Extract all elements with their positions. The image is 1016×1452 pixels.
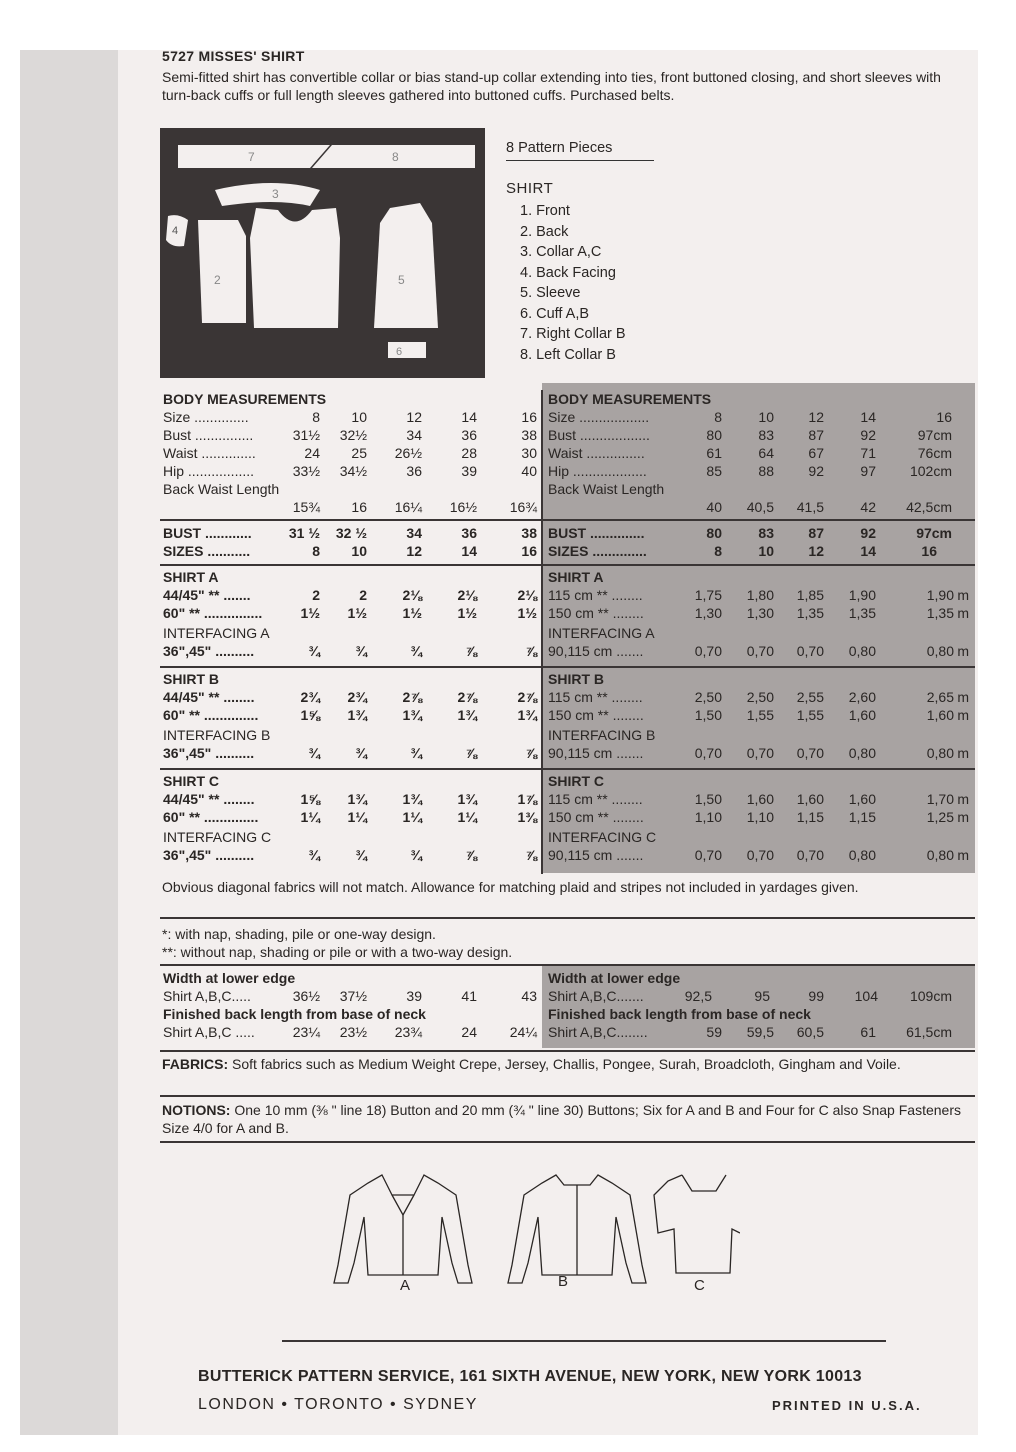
table-cell: 2⅞ — [402, 689, 422, 705]
table-cell: 1,50 — [694, 791, 722, 807]
table-cell: 61,5cm — [906, 1024, 952, 1040]
table-cell: ⅞ — [525, 643, 537, 659]
imperial-width-block: Width at lower edge Shirt A,B,C..... 36½ 37½ 39 41 43 Finished back length from base of neck Shirt A,B,C ..... 23¼ 23½ 23¾ 24 24¼ — [163, 970, 537, 1040]
table-cell: ⅞ — [465, 847, 477, 863]
pattern-pieces-group: SHIRT — [506, 180, 554, 197]
pattern-pieces-title: 8 Pattern Pieces — [506, 140, 654, 161]
table-cell: 1,35 — [926, 605, 954, 621]
table-cell: 16 — [936, 409, 952, 425]
no-nap-note: **: without nap, shading or pile or with a two-way design. — [162, 944, 513, 960]
table-cell: ¾ — [355, 847, 367, 863]
table-cell: 1,30 — [746, 605, 774, 621]
table-cell: 1,60 — [848, 791, 876, 807]
fabrics-note: FABRICS: Soft fabrics such as Medium Weight Crepe, Jersey, Challis, Pongee, Surah, Broadcloth, Gingham and Voile. — [162, 1056, 901, 1072]
table-cell: ⅞ — [465, 643, 477, 659]
shirt-views-illustration — [320, 1155, 740, 1295]
table-cell: 16 — [521, 543, 537, 559]
divider — [542, 666, 975, 668]
table-cell: 104 — [854, 988, 878, 1004]
table-cell: 87 — [808, 427, 824, 443]
table-cell: ¾ — [308, 745, 320, 761]
table-cell: 10 — [758, 409, 774, 425]
piece-5-label: 5 — [398, 273, 405, 287]
divider — [160, 519, 542, 521]
table-cell: 1⅞ — [517, 791, 537, 807]
table-cell: ¾ — [355, 745, 367, 761]
table-cell: 16¾ — [509, 499, 537, 515]
table-cell: 1¼ — [402, 809, 422, 825]
table-cell: m — [957, 745, 969, 761]
divider — [542, 768, 975, 770]
imperial-table: BODY MEASUREMENTS Size .............. 8 10 12 14 16 Bust ............... 31½ 32½ 34 36 38 Waist .............. 24 25 26½ 28 30 Hip ................. 33½ 34½ 36 39 40 Back Waist Length 15¾ 16 16¼ 16½ 16¾ BUST ............ 31 ½ 32 ½ 34 36 38 SIZES ........... 8 10 12 14 16 SHIRT A 44/45" ** ....... 2 2 2⅛ 2⅛ 2⅛ 60" ** ............... 1½ 1½ 1½ 1½ 1½ INTERFACING A 36",45" .......... ¾ ¾ ¾ ⅞ ⅞ SHIRT B 44/45" ** ........ 2¾ 2¾ 2⅞ 2⅞ 2⅞ 60" ** .............. 1⅝ 1¾ 1¾ 1¾ 1¾ INTERFACING B 36",45" .......... ¾ ¾ ¾ ⅞ ⅞ SHIRT C 44/45" ** ........ 1⅝ 1¾ 1¾ 1¾ 1⅞ 60" ** .............. 1¼ 1¼ 1¼ 1¼ 1⅜ INTERFACING C 36",45" .......... ¾ ¾ ¾ ⅞ ⅞ — [160, 390, 542, 1050]
view-sketches — [320, 1155, 740, 1295]
table-cell: 92 — [860, 427, 876, 443]
table-cell: 10 — [758, 543, 774, 559]
table-cell: 0,70 — [694, 745, 722, 761]
pattern-description: Semi-fitted shirt has convertible collar or bias stand-up collar extending into ties, front buttoned closing, and short sleeves with turn-back cuffs or full length sleeves gathered into buttoned cuffs. Purchased belts. — [162, 69, 941, 103]
table-cell: 1⅜ — [517, 809, 537, 825]
table-cell: 2,60 — [848, 689, 876, 705]
table-cell: m — [957, 587, 969, 603]
table-cell: 41 — [461, 988, 477, 1004]
pattern-layout-diagram — [160, 128, 485, 378]
table-cell: 0,80 — [848, 643, 876, 659]
table-cell: 1,15 — [848, 809, 876, 825]
table-cell: 2,55 — [796, 689, 824, 705]
table-cell: 32½ — [339, 427, 367, 443]
table-cell: 16½ — [449, 499, 477, 515]
table-cell: 1,10 — [694, 809, 722, 825]
table-cell: 59,5 — [746, 1024, 774, 1040]
table-cell: 41,5 — [796, 499, 824, 515]
table-cell: m — [957, 605, 969, 621]
table-cell: m — [957, 707, 969, 723]
table-cell: 64 — [758, 445, 774, 461]
table-cell: 39 — [461, 463, 477, 479]
envelope-flap — [20, 50, 120, 1435]
table-cell: 2¾ — [300, 689, 320, 705]
table-cell: 2¾ — [347, 689, 367, 705]
table-cell: 76cm — [917, 445, 952, 461]
table-cell: 1¼ — [300, 809, 320, 825]
table-cell: 23¾ — [394, 1024, 422, 1040]
table-cell: 28 — [461, 445, 477, 461]
table-cell: 67 — [808, 445, 824, 461]
piece-item: 2. Back — [520, 223, 569, 240]
table-cell: 8 — [312, 543, 320, 559]
table-cell: ¾ — [410, 745, 422, 761]
table-cell: 1,15 — [796, 809, 824, 825]
table-cell: 1,55 — [796, 707, 824, 723]
table-cell: 32 ½ — [335, 525, 367, 541]
piece-item: 7. Right Collar B — [520, 326, 626, 342]
table-cell: 1½ — [347, 605, 367, 621]
table-cell: 2,65 — [926, 689, 954, 705]
table-cell: 2,50 — [746, 689, 774, 705]
piece-item: 6. Cuff A,B — [520, 305, 590, 322]
table-cell: 40 — [521, 463, 537, 479]
table-cell: 39 — [406, 988, 422, 1004]
table-cell: 1,25 — [926, 809, 954, 825]
table-cell: 0,70 — [796, 745, 824, 761]
table-cell: 2,50 — [694, 689, 722, 705]
table-cell: ¾ — [308, 643, 320, 659]
divider — [160, 666, 542, 668]
table-cell: 10 — [351, 409, 367, 425]
table-cell: 0,80 — [926, 643, 954, 659]
table-cell: 1¾ — [457, 791, 477, 807]
table-cell: 1¾ — [402, 791, 422, 807]
table-cell: 1⅝ — [300, 791, 320, 807]
table-cell: 1¾ — [347, 791, 367, 807]
table-cell: 25 — [351, 445, 367, 461]
table-cell: 14 — [461, 409, 477, 425]
table-cell: 1¼ — [457, 809, 477, 825]
table-cell: 8 — [714, 409, 722, 425]
table-cell: 83 — [758, 427, 774, 443]
table-cell: 0,70 — [796, 643, 824, 659]
table-cell: 0,80 — [848, 745, 876, 761]
table-cell: 0,70 — [694, 643, 722, 659]
table-cell: 2⅛ — [402, 587, 422, 603]
table-cell: 0,70 — [746, 745, 774, 761]
table-cell: m — [957, 809, 969, 825]
view-label-b: B — [558, 1273, 569, 1290]
piece-8-label: 8 — [392, 150, 399, 164]
piece-item: 5. Sleeve — [520, 285, 581, 301]
table-cell: 34 — [406, 525, 422, 541]
pattern-title: 5727 MISSES' SHIRT — [162, 48, 305, 64]
table-cell: 12 — [406, 409, 422, 425]
table-cell: 1,30 — [694, 605, 722, 621]
table-cell: 8 — [312, 409, 320, 425]
table-cell: 38 — [521, 427, 537, 443]
divider — [542, 519, 975, 521]
table-cell: 1,90 — [926, 587, 954, 603]
table-cell: 10 — [351, 543, 367, 559]
table-cell: 92,5 — [684, 988, 712, 1004]
table-cell: 1½ — [402, 605, 422, 621]
table-cell: m — [957, 847, 969, 863]
table-cell: 31 ½ — [288, 525, 320, 541]
table-cell: 80 — [706, 525, 722, 541]
table-cell: 36 — [461, 525, 477, 541]
table-cell: 0,80 — [848, 847, 876, 863]
table-cell: 1⅝ — [300, 707, 320, 723]
table-cell: m — [957, 643, 969, 659]
nap-note: *: with nap, shading, pile or one-way design. — [162, 926, 436, 942]
table-cell: 36½ — [292, 988, 320, 1004]
piece-7-label: 7 — [248, 150, 255, 164]
divider — [160, 964, 975, 966]
table-cell: 99 — [808, 988, 824, 1004]
table-cell: 37½ — [339, 988, 367, 1004]
table-cell: 59 — [706, 1024, 722, 1040]
table-cell: 24 — [461, 1024, 477, 1040]
table-cell: 97cm — [916, 525, 952, 541]
table-cell: 97cm — [917, 427, 952, 443]
table-cell: 1,35 — [796, 605, 824, 621]
table-cell: 92 — [808, 463, 824, 479]
table-divider — [541, 390, 543, 874]
table-cell: 92 — [860, 525, 876, 541]
table-cell: 2⅞ — [517, 689, 537, 705]
piece-item: 3. Collar A,C — [520, 244, 602, 260]
divider — [160, 768, 542, 770]
divider — [160, 564, 542, 566]
table-cell: 14 — [860, 409, 876, 425]
table-cell: 1¾ — [402, 707, 422, 723]
table-cell: 0,70 — [694, 847, 722, 863]
table-cell: 1,10 — [746, 809, 774, 825]
view-label-c: C — [694, 1277, 705, 1294]
table-cell: 0,80 — [926, 745, 954, 761]
table-cell: 24¼ — [509, 1024, 537, 1040]
publisher-cities: LONDON • TORONTO • SYDNEY — [198, 1396, 478, 1413]
divider — [160, 1095, 975, 1097]
table-cell: 1¾ — [457, 707, 477, 723]
table-cell: 1¾ — [517, 707, 537, 723]
table-cell: 1,80 — [746, 587, 774, 603]
table-cell: m — [957, 689, 969, 705]
table-cell: 23½ — [339, 1024, 367, 1040]
table-cell: 8 — [714, 543, 722, 559]
table-cell: 34½ — [339, 463, 367, 479]
table-cell: 1,35 — [848, 605, 876, 621]
table-cell: 38 — [521, 525, 537, 541]
table-cell: 12 — [406, 543, 422, 559]
table-cell: ⅞ — [525, 847, 537, 863]
publisher-address: BUTTERICK PATTERN SERVICE, 161 SIXTH AVENUE, NEW YORK, NEW YORK 10013 — [198, 1368, 862, 1385]
table-cell: 83 — [758, 525, 774, 541]
table-cell: 16 — [521, 409, 537, 425]
table-cell: 40 — [706, 499, 722, 515]
table-cell: 0,70 — [796, 847, 824, 863]
table-cell: ¾ — [355, 643, 367, 659]
table-cell: 1¼ — [347, 809, 367, 825]
table-cell: 12 — [808, 543, 824, 559]
piece-item: 8. Left Collar B — [520, 346, 616, 363]
table-cell: 1,90 — [848, 587, 876, 603]
view-label-a: A — [400, 1277, 411, 1294]
printed-in: PRINTED IN U.S.A. — [772, 1398, 922, 1413]
table-cell: 31½ — [292, 427, 320, 443]
table-cell: 12 — [808, 409, 824, 425]
table-cell: 1¾ — [347, 707, 367, 723]
table-cell: 34 — [406, 427, 422, 443]
table-cell: 1½ — [300, 605, 320, 621]
table-cell: 2 — [312, 587, 320, 603]
table-cell: 60,5 — [796, 1024, 824, 1040]
table-cell: 0,80 — [926, 847, 954, 863]
metric-table: BODY MEASUREMENTS Size .................. 8 10 12 14 16 Bust .................. 80 83 87 92 97cm Waist ............... 61 64 67 71 76cm Hip ................... 85 88 92 97 102cm Back Waist Length 40 40,5 41,5 42 42,5cm BUST .............. 80 83 87 92 97cm SIZES .............. 8 10 12 14 16 SHIRT A 115 cm ** ........ 1,75 1,80 1,85 1,90 1,90 m 150 cm ** ........ 1,30 1,30 1,35 1,35 1,35 m INTERFACING A 90,115 cm ....... 0,70 0,70 0,70 0,80 0,80 m SHIRT B 115 cm ** ........ 2,50 2,50 2,55 2,60 2,65 m 150 cm ** ........ 1,50 1,55 1,55 1,60 1,60 m INTERFACING B 90,115 cm ....... 0,70 0,70 0,70 0,80 0,80 m SHIRT C 115 cm ** ........ 1,50 1,60 1,60 1,60 1,70 m 150 cm ** ........ 1,10 1,10 1,15 1,15 1,25 m INTERFACING C 90,115 cm ....... 0,70 0,70 0,70 0,80 0,80 m — [542, 383, 975, 873]
table-cell: 0,70 — [746, 847, 774, 863]
pattern-pieces-illustration — [160, 128, 485, 378]
table-cell: 14 — [461, 543, 477, 559]
table-cell: 2⅞ — [457, 689, 477, 705]
pattern-pieces-list — [520, 201, 626, 365]
table-cell: 71 — [860, 445, 876, 461]
divider — [160, 1141, 975, 1143]
table-cell: 16 — [351, 499, 367, 515]
table-cell: ⅞ — [525, 745, 537, 761]
table-cell: 36 — [461, 427, 477, 443]
table-cell: 1,50 — [694, 707, 722, 723]
piece-4-label: 4 — [172, 225, 179, 237]
table-cell: 61 — [706, 445, 722, 461]
footer-rule — [282, 1340, 886, 1342]
table-cell: 1,85 — [796, 587, 824, 603]
notions-note: NOTIONS: One 10 mm (⅜ " line 18) Button and 20 mm (¾ " line 30) Buttons; Six for A and B and Four for C also Snap Fasteners Size 4/0 for A and B. — [162, 1102, 961, 1136]
table-cell: 30 — [521, 445, 537, 461]
table-cell: 1,60 — [796, 791, 824, 807]
table-cell: ¾ — [308, 847, 320, 863]
table-cell: 1½ — [517, 605, 537, 621]
table-cell: 40,5 — [746, 499, 774, 515]
divider — [160, 917, 975, 919]
table-cell: 85 — [706, 463, 722, 479]
piece-6-label: 6 — [396, 346, 403, 358]
table-cell: 1,60 — [926, 707, 954, 723]
piece-2-label: 2 — [214, 273, 221, 287]
table-cell: m — [957, 791, 969, 807]
table-cell: 0,70 — [746, 643, 774, 659]
table-cell: 2 — [359, 587, 367, 603]
table-cell: 95 — [754, 988, 770, 1004]
piece-item: 4. Back Facing — [520, 264, 616, 281]
table-cell: 2⅛ — [517, 587, 537, 603]
table-cell: ⅞ — [465, 745, 477, 761]
table-cell: 1,55 — [746, 707, 774, 723]
table-cell: 23¼ — [292, 1024, 320, 1040]
table-cell: 2⅛ — [457, 587, 477, 603]
table-cell: 109cm — [909, 988, 952, 1004]
table-cell: 1,75 — [694, 587, 722, 603]
table-cell: 102cm — [909, 463, 952, 479]
table-cell: 1,60 — [848, 707, 876, 723]
table-cell: 88 — [758, 463, 774, 479]
table-cell: 16¼ — [394, 499, 422, 515]
table-cell: 26½ — [394, 445, 422, 461]
divider — [160, 1050, 975, 1052]
table-cell: 33½ — [292, 463, 320, 479]
table-cell: 42 — [860, 499, 876, 515]
table-cell: 43 — [521, 988, 537, 1004]
table-cell: 15¾ — [292, 499, 320, 515]
table-cell: 1,60 — [746, 791, 774, 807]
table-cell: ¾ — [410, 643, 422, 659]
table-cell: ¾ — [410, 847, 422, 863]
table-cell: 14 — [860, 543, 876, 559]
table-cell: 36 — [406, 463, 422, 479]
table-cell: 61 — [860, 1024, 876, 1040]
table-cell: 87 — [808, 525, 824, 541]
table-cell: 1,70 — [926, 791, 954, 807]
piece-3-label: 3 — [272, 187, 279, 201]
table-cell: 16 — [921, 543, 937, 559]
table-cell: 24 — [304, 445, 320, 461]
table-cell: 97 — [860, 463, 876, 479]
diagonal-note: Obvious diagonal fabrics will not match. Allowance for matching plaid and stripes not included in yardages given. — [162, 879, 859, 895]
table-cell: 1½ — [457, 605, 477, 621]
table-cell: 80 — [706, 427, 722, 443]
table-cell: 42,5cm — [906, 499, 952, 515]
divider — [542, 564, 975, 566]
piece-item: 1. Front — [520, 203, 570, 219]
metric-width-block: Width at lower edge Shirt A,B,C....... 92,5 95 99 104 109cm Finished back length from base of neck Shirt A,B,C........ 59 59,5 60,5 61 61,5cm — [542, 966, 975, 1048]
